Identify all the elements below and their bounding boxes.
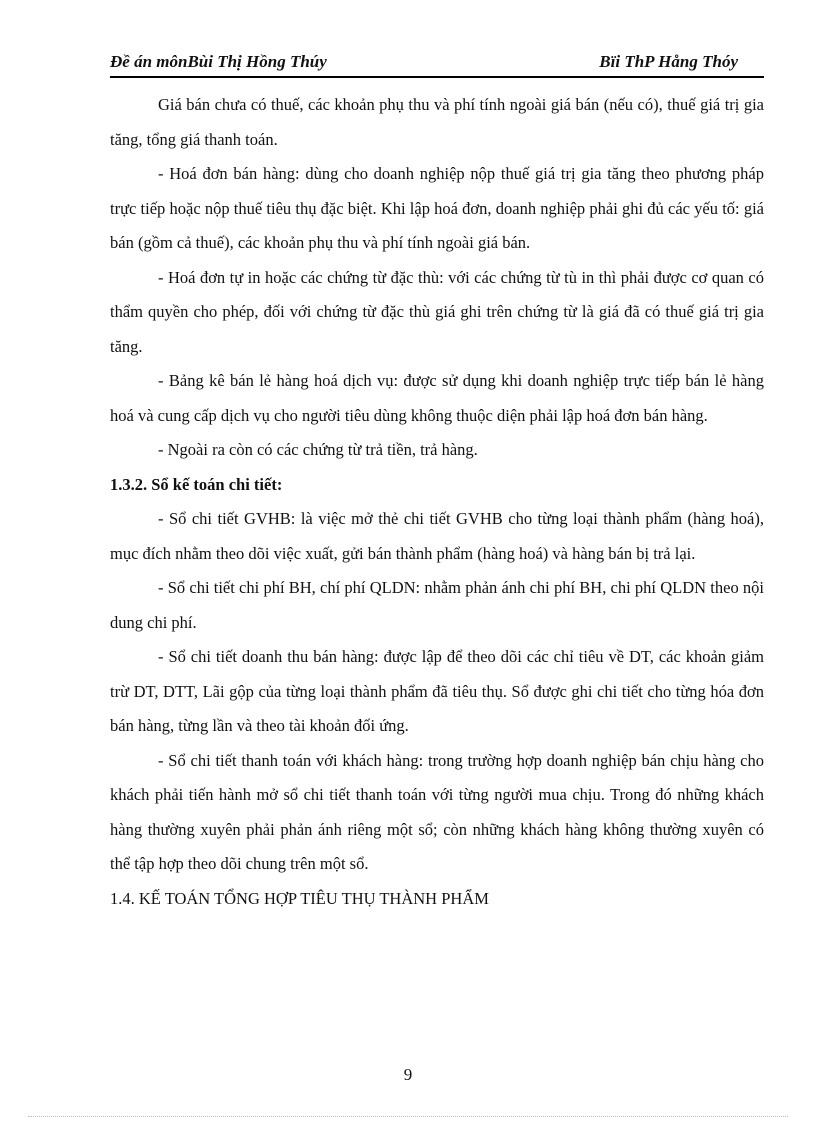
paragraph: - Bảng kê bán lẻ hàng hoá dịch vụ: được sử dụng khi doanh nghiệp trực tiếp bán lẻ hàng hoá và cung cấp dịch vụ cho người tiêu dùng không thuộc diện phải lập hoá đơn bán hàng.	[110, 371, 764, 425]
header-left-title: Đề án mônBùi Thị Hồng Thúy	[110, 52, 327, 71]
page-header	[110, 52, 764, 78]
page-bottom-divider	[28, 1116, 788, 1117]
paragraph: - Sổ chi tiết thanh toán với khách hàng: trong trường hợp doanh nghiệp bán chịu hàng cho khách phải tiến hành mở sổ chi tiết thanh toán với từng người mua chịu. Trong đó những khách hàng thường xuyên phải phản ánh riêng một sổ; còn những khách hàng không thường xuyên có thể tập hợp theo dõi chung trên một sổ.	[110, 750, 764, 873]
paragraph: - Sổ chi tiết chi phí BH, chí phí QLDN: nhằm phản ánh chi phí BH, chi phí QLDN theo nội dung chi phí.	[110, 578, 764, 632]
paragraph: - Hoá đơn tự in hoặc các chứng từ đặc thù: với các chứng từ tù in thì phải được cơ quan có thẩm quyền cho phép, đối với chứng từ đặc thù giá ghi trên chứng từ là giá đã có thuế giá trị gia tăng.	[110, 267, 764, 356]
paragraph: - Sổ chi tiết doanh thu bán hàng: được lập để theo dõi các chỉ tiêu về DT, các khoản giảm trừ DT, DTT, Lãi gộp của từng loại thành phẩm đã tiêu thụ. Sổ được ghi chi tiết cho từng hóa đơn bán hàng, từng lần và theo tài khoản đối ứng.	[110, 647, 764, 735]
page-number: 9	[403, 1065, 413, 1084]
paragraph: - Ngoài ra còn có các chứng từ trả tiền, trả hàng.	[158, 440, 478, 459]
paragraph: - Sổ chi tiết GVHB: là việc mở thẻ chi tiết GVHB cho từng loại thành phẩm (hàng hoá), mục đích nhằm theo dõi việc xuất, gửi bán thành phẩm (hàng hoá) và hàng bán bị trả lại.	[110, 509, 764, 563]
paragraph: Giá bán chưa có thuế, các khoản phụ thu và phí tính ngoài giá bán (nếu có), thuế giá trị gia tăng, tổng giá thanh toán.	[110, 95, 764, 149]
paragraph: - Hoá đơn bán hàng: dùng cho doanh nghiệp nộp thuế giá trị gia tăng theo phương pháp trực tiếp hoặc nộp thuế tiêu thụ đặc biệt. Khi lập hoá đơn, doanh nghiệp phải ghi đủ các yếu tố: giá bán (gồm cả thuế), các khoản phụ thu và phí tính ngoài giá bán.	[110, 164, 764, 252]
section-heading-1-4: 1.4. KẾ TOÁN TỔNG HỢP TIÊU THỤ THÀNH PHẨM	[110, 888, 489, 908]
document-body	[110, 88, 764, 916]
section-heading-1-3-2: 1.3.2. Sổ kế toán chi tiết:	[110, 474, 283, 494]
header-right-author: Bïi ThP Hång Thóy	[599, 52, 738, 71]
